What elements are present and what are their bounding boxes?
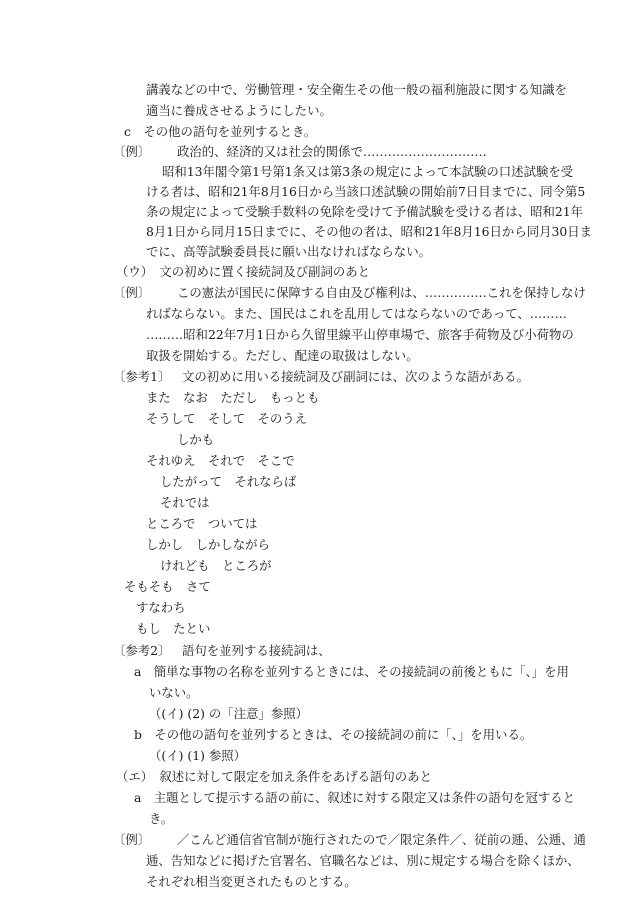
word-list-line: そうして そして そのうえ — [146, 411, 308, 426]
text-line: 適当に養成させるようにしたい。 — [146, 103, 332, 118]
text-line: 昭和13年閣令第1号第1条又は第3条の規定によって本試験の口述試験を受 — [162, 164, 574, 179]
word-list-line: それゆえ それで そこで — [146, 453, 295, 468]
word-list-line: したがって それならば — [160, 474, 297, 489]
text-line: 条の規定によって受験手数料の免除を受けて予備試験を受ける者は、昭和21年 — [146, 204, 584, 219]
text-line: 取扱を開始する。ただし、配達の取扱はしない。 — [146, 348, 419, 363]
text-line: それぞれ相当変更されたものとする。 — [146, 874, 357, 889]
word-list-line: それでは — [160, 495, 210, 510]
text-line: この憲法が国民に保障する自由及び権利は、……………これを保持しなけ — [177, 285, 586, 300]
text-line: 政治的、経済的又は社会的関係で………………………… — [177, 144, 487, 159]
reference-label-2: 〔参考2〕 — [113, 643, 171, 658]
text-line: 語句を並列する接続詞は、 — [182, 643, 331, 658]
list-item-c: c その他の語句を並列するとき。 — [124, 124, 317, 139]
text-line: 文の初めに用いる接続詞及び副詞には、次のような語がある。 — [182, 369, 529, 384]
example-label: 〔例〕 — [113, 144, 151, 159]
section-heading-u: （ウ） 文の初めに置く接続詞及び副詞のあと — [116, 264, 371, 279]
example-label: 〔例〕 — [113, 285, 151, 300]
example-label: 〔例〕 — [113, 832, 151, 847]
cross-reference: （(イ) (2) の「注意」参照） — [149, 706, 309, 721]
text-line: 講義などの中で、労働管理・安全衛生その他一般の福利施設に関する知識を — [146, 82, 568, 97]
list-item-a: a 主題として提示する語の前に、叙述に対する限定又は条件の語句を冠すると — [134, 790, 576, 805]
text-line: でに、高等試験委員長に願い出なければならない。 — [146, 244, 431, 259]
text-line: き。 — [149, 811, 174, 826]
section-heading-e: （エ） 叙述に対して限定を加え条件をあげる語句のあと — [116, 769, 432, 784]
text-line: ける者は、昭和21年8月16日から当該口述試験の開始前7日目までに、同令第5 — [146, 184, 586, 199]
word-list-line: ところで ついては — [146, 516, 258, 531]
text-line: ればならない。また、国民はこれを乱用してはならないのであって、……… — [146, 306, 567, 321]
word-list-line: しかし しかしながら — [146, 537, 270, 552]
word-list-line: また なお ただし もっとも — [146, 390, 320, 405]
word-list-line: もし たとい — [136, 621, 211, 636]
word-list-line: すなわち — [136, 600, 186, 615]
word-list-line: そもそも さて — [124, 579, 211, 594]
list-item-b: b その他の語句を並列するときは、その接続詞の前に「、」を用いる。 — [134, 727, 533, 742]
text-line: 逓、告知などに掲げた官署名、官職名などは、別に規定する場合を除くほか、 — [146, 853, 580, 868]
text-line: ………昭和22年7月1日から久留里線平山停車場で、旅客手荷物及び小荷物の — [146, 327, 574, 342]
word-list-line: しかも — [177, 432, 215, 447]
text-line: 8月1日から同月15日までに、その他の者は、昭和21年8月16日から同月30日ま — [146, 224, 593, 239]
reference-label-1: 〔参考1〕 — [113, 369, 171, 384]
cross-reference: （(イ) (1) 参照） — [149, 748, 247, 763]
text-line: いない。 — [149, 685, 199, 700]
text-line: ／こんど通信省官制が施行されたので／限定条件／、従前の逓、公逓、通 — [177, 832, 586, 847]
list-item-a: a 簡単な事物の名称を並列するときには、その接続詞の前後ともに「、」を用 — [134, 664, 569, 679]
word-list-line: けれども ところが — [160, 558, 272, 573]
